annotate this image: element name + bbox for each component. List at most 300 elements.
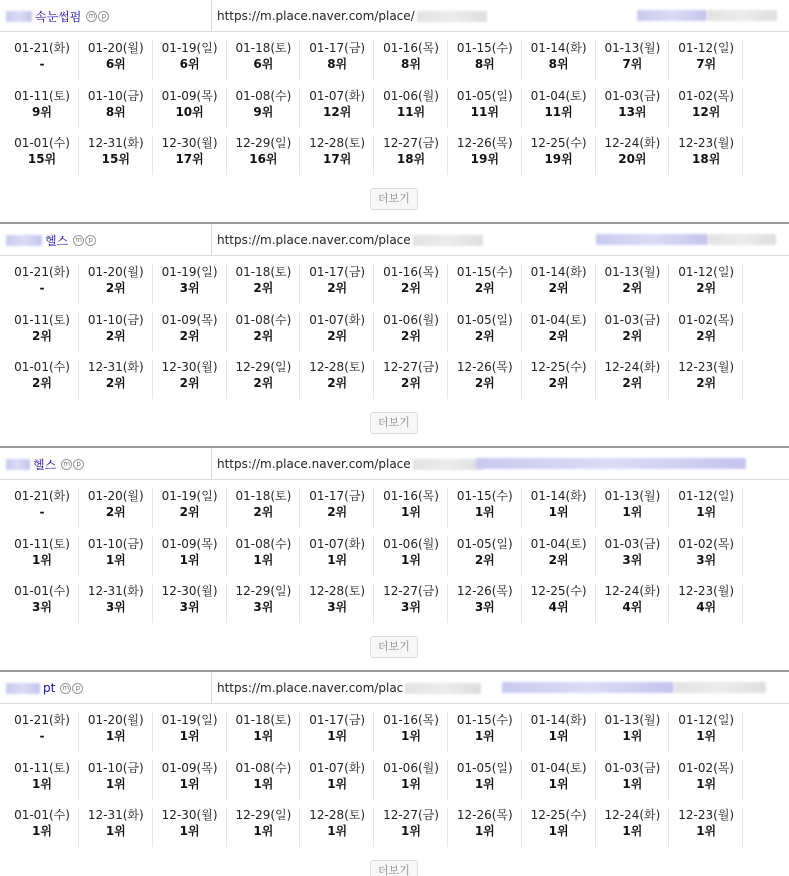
rank-cell: [6, 88, 79, 128]
rank-date: 12-30(월): [161, 584, 218, 598]
rank-date: 12-26(목): [456, 360, 513, 374]
rank-date: 12-28(토): [309, 584, 366, 598]
rank-date: 01-14(화): [530, 489, 587, 503]
rank-cell: [6, 312, 79, 352]
place-name-link[interactable]: pt: [43, 681, 56, 695]
rank-value: 4위: [548, 600, 569, 614]
rank-value: 1위: [548, 505, 569, 519]
rank-cell: [596, 536, 669, 576]
rank-cell: [80, 760, 153, 800]
rank-value: 3위: [32, 600, 52, 614]
rank-value: 2위: [253, 505, 274, 519]
rank-cell: [523, 88, 596, 128]
more-button[interactable]: 더보기: [370, 412, 418, 434]
rank-cell: [375, 40, 448, 80]
rank-cell: [80, 88, 153, 128]
rank-value: 15위: [27, 152, 57, 166]
rank-cell: [596, 760, 669, 800]
rank-value: 2위: [401, 376, 421, 390]
rank-date: 12-24(화): [604, 136, 661, 150]
rank-cell: [301, 135, 374, 175]
rank-value: 2위: [474, 281, 495, 295]
rank-value: 2위: [474, 376, 495, 390]
rank-date: 01-16(목): [383, 265, 439, 279]
rank-value: 9위: [32, 104, 52, 119]
more-button[interactable]: 더보기: [370, 636, 418, 658]
rank-date: 12-31(화): [87, 808, 144, 822]
rank-cell: [375, 135, 448, 175]
redacted-name: [6, 235, 42, 246]
rank-value: 1위: [253, 824, 274, 838]
rank-value: 1위: [179, 824, 200, 838]
rank-date: 01-01(수): [14, 360, 70, 374]
rank-cell: [154, 583, 227, 623]
rank-value: 2위: [179, 376, 200, 390]
mobile-badge-icon: m: [73, 235, 84, 246]
rank-value: 6위: [253, 57, 274, 71]
rank-value: 1위: [327, 776, 348, 791]
rank-cell: [6, 760, 79, 800]
rank-value: 3위: [401, 600, 421, 614]
redacted-text: [476, 458, 746, 469]
rank-cell: [449, 760, 522, 800]
rank-value: 1위: [696, 729, 717, 743]
rank-date: 01-14(화): [530, 41, 587, 55]
rank-cell: [154, 536, 227, 576]
rank-value: 2위: [105, 281, 126, 295]
rank-cell: [449, 583, 522, 623]
rank-cell: [80, 488, 153, 528]
redacted-text: [596, 234, 708, 245]
rank-value: 8위: [474, 57, 495, 71]
rank-date: 12-25(수): [530, 360, 587, 374]
rank-cell: [227, 583, 300, 623]
rank-date: 12-28(토): [309, 136, 366, 150]
rank-cell: [154, 88, 227, 128]
rank-cell: [375, 312, 448, 352]
rank-date: 01-20(월): [87, 489, 144, 503]
rank-value: -: [39, 57, 45, 71]
rank-date: 01-03(금): [604, 760, 661, 775]
rank-cell: [449, 40, 522, 80]
rank-value: 1위: [32, 824, 52, 838]
rank-value: 19위: [544, 152, 573, 166]
rank-value: 1위: [696, 776, 717, 791]
rank-date: 01-11(토): [14, 760, 70, 775]
rank-date: 01-09(목): [161, 536, 218, 551]
redacted-text: [707, 10, 777, 21]
rank-value: 1위: [105, 729, 126, 743]
rank-cell: [6, 359, 79, 399]
rank-date: 01-02(목): [678, 536, 735, 551]
rank-cell: [670, 712, 743, 752]
redacted-text: [502, 682, 674, 693]
rank-cell: [596, 488, 669, 528]
rank-value: 2위: [253, 281, 274, 295]
rank-cell: [375, 583, 448, 623]
rank-value: -: [39, 729, 45, 743]
rank-value: 2위: [622, 281, 643, 295]
rank-value: 2위: [548, 281, 569, 295]
rank-date: 01-12(일): [678, 265, 735, 279]
rank-date: 01-09(목): [161, 88, 218, 103]
place-title-cell: [0, 0, 212, 32]
rank-cell: [375, 712, 448, 752]
rank-date: 12-23(월): [678, 584, 735, 598]
rank-cell: [523, 536, 596, 576]
rank-value: 1위: [401, 776, 421, 791]
rank-cell: [154, 712, 227, 752]
rank-cell: [670, 264, 743, 304]
rank-date: 01-17(금): [309, 41, 366, 55]
rank-date: 01-05(일): [456, 536, 513, 551]
rank-cell: [449, 264, 522, 304]
rank-date: 01-15(수): [456, 713, 513, 727]
rank-value: 1위: [253, 729, 274, 743]
rank-cell: [301, 712, 374, 752]
rank-value: 1위: [622, 824, 643, 838]
rank-value: 1위: [474, 729, 495, 743]
place-url-cell: [212, 224, 483, 256]
rank-value: 1위: [401, 824, 421, 838]
rank-cell: [523, 135, 596, 175]
rank-value: 2위: [327, 281, 348, 295]
rank-cell: [80, 135, 153, 175]
mobile-badge-icon: m: [86, 11, 97, 22]
rank-value: 1위: [401, 729, 421, 743]
rank-cell: [301, 488, 374, 528]
rank-cell: [301, 359, 374, 399]
rank-date: 01-13(월): [604, 265, 661, 279]
rank-value: 6위: [105, 57, 126, 71]
rank-cell: [6, 712, 79, 752]
rank-value: 2위: [548, 376, 569, 390]
rank-value: 1위: [253, 776, 274, 791]
rank-date: 01-08(수): [235, 536, 292, 551]
rank-date: 12-23(월): [678, 808, 735, 822]
rank-date: 12-30(월): [161, 808, 218, 822]
rank-date: 12-25(수): [530, 808, 587, 822]
place-name-link[interactable]: 헬스: [45, 233, 69, 248]
redacted-keyword: [596, 234, 776, 245]
rank-date: 01-01(수): [14, 584, 70, 598]
place-block: [0, 446, 789, 670]
rank-cell: [523, 312, 596, 352]
rank-date: 01-14(화): [530, 265, 587, 279]
rank-date: 01-09(목): [161, 312, 218, 327]
rank-cell: [449, 712, 522, 752]
rank-cell: [523, 359, 596, 399]
rank-date: 01-17(금): [309, 265, 366, 279]
rank-date: 01-08(수): [235, 312, 292, 327]
rank-date: 12-31(화): [87, 360, 144, 374]
rank-cell: [375, 88, 448, 128]
rank-date: 01-18(토): [235, 713, 292, 727]
rank-cell: [449, 488, 522, 528]
place-url-cell: [212, 672, 481, 704]
rank-date: 01-17(금): [309, 489, 366, 503]
rank-value: 9위: [253, 104, 274, 119]
rank-value: 6위: [179, 57, 200, 71]
rank-date: 12-29(일): [235, 808, 292, 822]
rank-cell: [523, 583, 596, 623]
rank-value: 1위: [179, 776, 200, 791]
rank-cell: [227, 488, 300, 528]
rank-value: 1위: [548, 776, 569, 791]
rank-value: 11위: [470, 104, 499, 119]
place-title-cell: [0, 224, 212, 256]
rank-value: 2위: [622, 328, 643, 343]
rank-cell: [80, 312, 153, 352]
rank-cell: [449, 312, 522, 352]
redacted-name: [6, 683, 40, 694]
more-button[interactable]: 더보기: [370, 860, 418, 876]
rank-date: 01-12(일): [678, 41, 735, 55]
rank-cell: [227, 264, 300, 304]
rank-value: 12위: [323, 104, 352, 119]
rank-value: 2위: [179, 505, 200, 519]
rank-date: 01-05(일): [456, 312, 513, 327]
rank-date: 12-26(목): [456, 808, 513, 822]
rank-value: 1위: [696, 505, 717, 519]
rank-cell: [449, 807, 522, 847]
rank-value: 2위: [327, 328, 348, 343]
rank-date: 12-26(목): [456, 136, 513, 150]
redacted-keyword: [502, 682, 766, 693]
more-button[interactable]: 더보기: [370, 188, 418, 210]
rank-value: 18위: [396, 152, 426, 166]
rank-value: 2위: [105, 376, 126, 390]
rank-cell: [301, 40, 374, 80]
rank-value: -: [39, 505, 45, 519]
redacted-keyword: [637, 10, 777, 21]
pc-badge-icon: p: [85, 235, 96, 246]
place-url[interactable]: https://m.place.naver.com/place: [217, 233, 411, 247]
rank-value: 2위: [179, 328, 200, 343]
rank-cell: [301, 583, 374, 623]
rank-cell: [80, 264, 153, 304]
redacted-place-id: [413, 459, 483, 470]
rank-date: 01-04(토): [530, 536, 587, 551]
rank-date: 01-20(월): [87, 265, 144, 279]
rank-cell: [596, 359, 669, 399]
rank-value: 3위: [327, 600, 348, 614]
place-name-link[interactable]: 헬스: [33, 457, 57, 472]
rank-cell: [596, 312, 669, 352]
rank-date: 01-21(화): [14, 713, 70, 727]
rank-cell: [449, 359, 522, 399]
rank-date: 01-03(금): [604, 88, 661, 103]
rank-cell: [154, 40, 227, 80]
rank-cell: [80, 536, 153, 576]
rank-date: 01-09(목): [161, 760, 218, 775]
redacted-place-id: [417, 11, 487, 22]
rank-date: 01-04(토): [530, 312, 587, 327]
rank-date: 12-23(월): [678, 136, 735, 150]
rank-value: 1위: [474, 505, 495, 519]
rank-date: 01-06(월): [383, 760, 439, 775]
rank-cell: [375, 807, 448, 847]
rank-cell: [301, 88, 374, 128]
rank-date: 12-27(금): [383, 360, 439, 374]
rank-value: 1위: [327, 824, 348, 838]
rank-value: 1위: [548, 729, 569, 743]
device-badges: [86, 11, 110, 22]
rank-cell: [670, 536, 743, 576]
rank-date: 12-30(월): [161, 136, 218, 150]
rank-cell: [670, 40, 743, 80]
place-url-cell: [212, 0, 487, 32]
rank-value: 2위: [548, 328, 569, 343]
redacted-keyword: [476, 458, 746, 469]
rank-cell: [523, 760, 596, 800]
rank-date: 12-28(토): [309, 808, 366, 822]
rank-cell: [227, 88, 300, 128]
rank-value: 7위: [622, 57, 643, 71]
rank-value: 3위: [622, 552, 643, 567]
rank-value: 1위: [327, 552, 348, 567]
rank-cell: [523, 488, 596, 528]
rank-date: 12-29(일): [235, 360, 292, 374]
rank-date: 01-10(금): [87, 88, 144, 103]
rank-date: 12-24(화): [604, 584, 661, 598]
rank-date: 01-21(화): [14, 41, 70, 55]
rank-value: 3위: [253, 600, 274, 614]
redacted-name: [6, 459, 30, 470]
rank-value: 16위: [249, 152, 278, 166]
rank-cell: [449, 135, 522, 175]
rank-cell: [449, 88, 522, 128]
place-header: [0, 672, 789, 704]
rank-value: 1위: [105, 552, 126, 567]
rank-value: 1위: [401, 552, 421, 567]
place-url[interactable]: https://m.place.naver.com/place: [217, 457, 411, 471]
rank-value: 1위: [401, 505, 421, 519]
place-title-cell: [0, 448, 212, 480]
rank-date: 01-15(수): [456, 489, 513, 503]
rank-date: 12-31(화): [87, 584, 144, 598]
rank-value: 1위: [32, 552, 52, 567]
rank-value: 13위: [618, 104, 647, 119]
rank-value: 7위: [696, 57, 717, 71]
place-url[interactable]: https://m.place.naver.com/place/: [217, 9, 415, 23]
rank-value: 2위: [327, 505, 348, 519]
rank-cell: [523, 264, 596, 304]
rank-date: 12-25(수): [530, 136, 587, 150]
rank-date: 01-05(일): [456, 88, 513, 103]
place-header: [0, 224, 789, 256]
rank-date: 01-11(토): [14, 88, 70, 103]
rank-cell: [227, 359, 300, 399]
rank-date: 12-26(목): [456, 584, 513, 598]
rank-date: 01-06(월): [383, 536, 439, 551]
rank-value: 1위: [105, 824, 126, 838]
rank-value: 2위: [401, 328, 421, 343]
rank-value: 2위: [401, 281, 421, 295]
rank-cell: [375, 359, 448, 399]
redacted-place-id: [405, 683, 481, 694]
rank-date: 01-10(금): [87, 536, 144, 551]
place-name-link[interactable]: 속눈썹펌: [35, 9, 82, 24]
rank-value: 1위: [327, 729, 348, 743]
rank-value: 2위: [105, 505, 126, 519]
redacted-name: [6, 11, 32, 22]
rank-cell: [227, 536, 300, 576]
rank-date: 01-17(금): [309, 713, 366, 727]
rank-value: 2위: [32, 328, 52, 343]
rank-cell: [154, 135, 227, 175]
rank-cell: [6, 40, 79, 80]
rank-date: 01-02(목): [678, 88, 735, 103]
rank-date: 01-19(일): [161, 489, 218, 503]
rank-date: 01-01(수): [14, 808, 70, 822]
rank-date: 01-11(토): [14, 312, 70, 327]
rank-value: 15위: [101, 152, 130, 166]
rank-value: 2위: [696, 281, 717, 295]
rank-date: 01-03(금): [604, 312, 661, 327]
rank-value: 2위: [253, 328, 274, 343]
rank-cell: [227, 135, 300, 175]
rank-date: 01-18(토): [235, 41, 292, 55]
rank-date: 01-02(목): [678, 760, 735, 775]
rank-cell: [6, 583, 79, 623]
rank-date: 12-27(금): [383, 136, 439, 150]
rank-cell: [301, 807, 374, 847]
rank-date: 01-03(금): [604, 536, 661, 551]
rank-cell: [301, 536, 374, 576]
rank-cell: [670, 312, 743, 352]
rank-value: 1위: [622, 729, 643, 743]
rank-date: 12-27(금): [383, 584, 439, 598]
place-title-cell: [0, 672, 212, 704]
rank-date: 01-10(금): [87, 760, 144, 775]
rank-date: 01-02(목): [678, 312, 735, 327]
rank-value: 2위: [548, 552, 569, 567]
rank-date: 01-13(월): [604, 713, 661, 727]
rank-cell: [670, 583, 743, 623]
rank-value: 2위: [696, 376, 717, 390]
rank-date: 12-31(화): [87, 136, 144, 150]
rank-cell: [375, 760, 448, 800]
rank-cell: [523, 807, 596, 847]
rank-value: 19위: [470, 152, 499, 166]
rank-date: 12-28(토): [309, 360, 366, 374]
rank-cell: [154, 807, 227, 847]
rank-value: 4위: [696, 600, 717, 614]
pc-badge-icon: p: [73, 459, 84, 470]
rank-cell: [670, 488, 743, 528]
rank-date: 01-20(월): [87, 713, 144, 727]
rank-date: 01-10(금): [87, 312, 144, 327]
rank-date: 12-23(월): [678, 360, 735, 374]
rank-date: 01-14(화): [530, 713, 587, 727]
redacted-text: [637, 10, 707, 21]
rank-cell: [227, 712, 300, 752]
rank-date: 01-19(일): [161, 265, 218, 279]
rank-value: -: [39, 281, 45, 295]
rank-date: 01-07(화): [309, 536, 366, 551]
rank-date: 01-19(일): [161, 713, 218, 727]
place-url[interactable]: https://m.place.naver.com/plac: [217, 681, 404, 695]
rank-date: 01-21(화): [14, 489, 70, 503]
rank-date: 12-29(일): [235, 136, 292, 150]
rank-date: 01-06(월): [383, 312, 439, 327]
place-url-cell: [212, 448, 483, 480]
rank-cell: [6, 264, 79, 304]
rank-value: 8위: [401, 57, 421, 71]
place-header: [0, 448, 789, 480]
rank-cell: [80, 40, 153, 80]
